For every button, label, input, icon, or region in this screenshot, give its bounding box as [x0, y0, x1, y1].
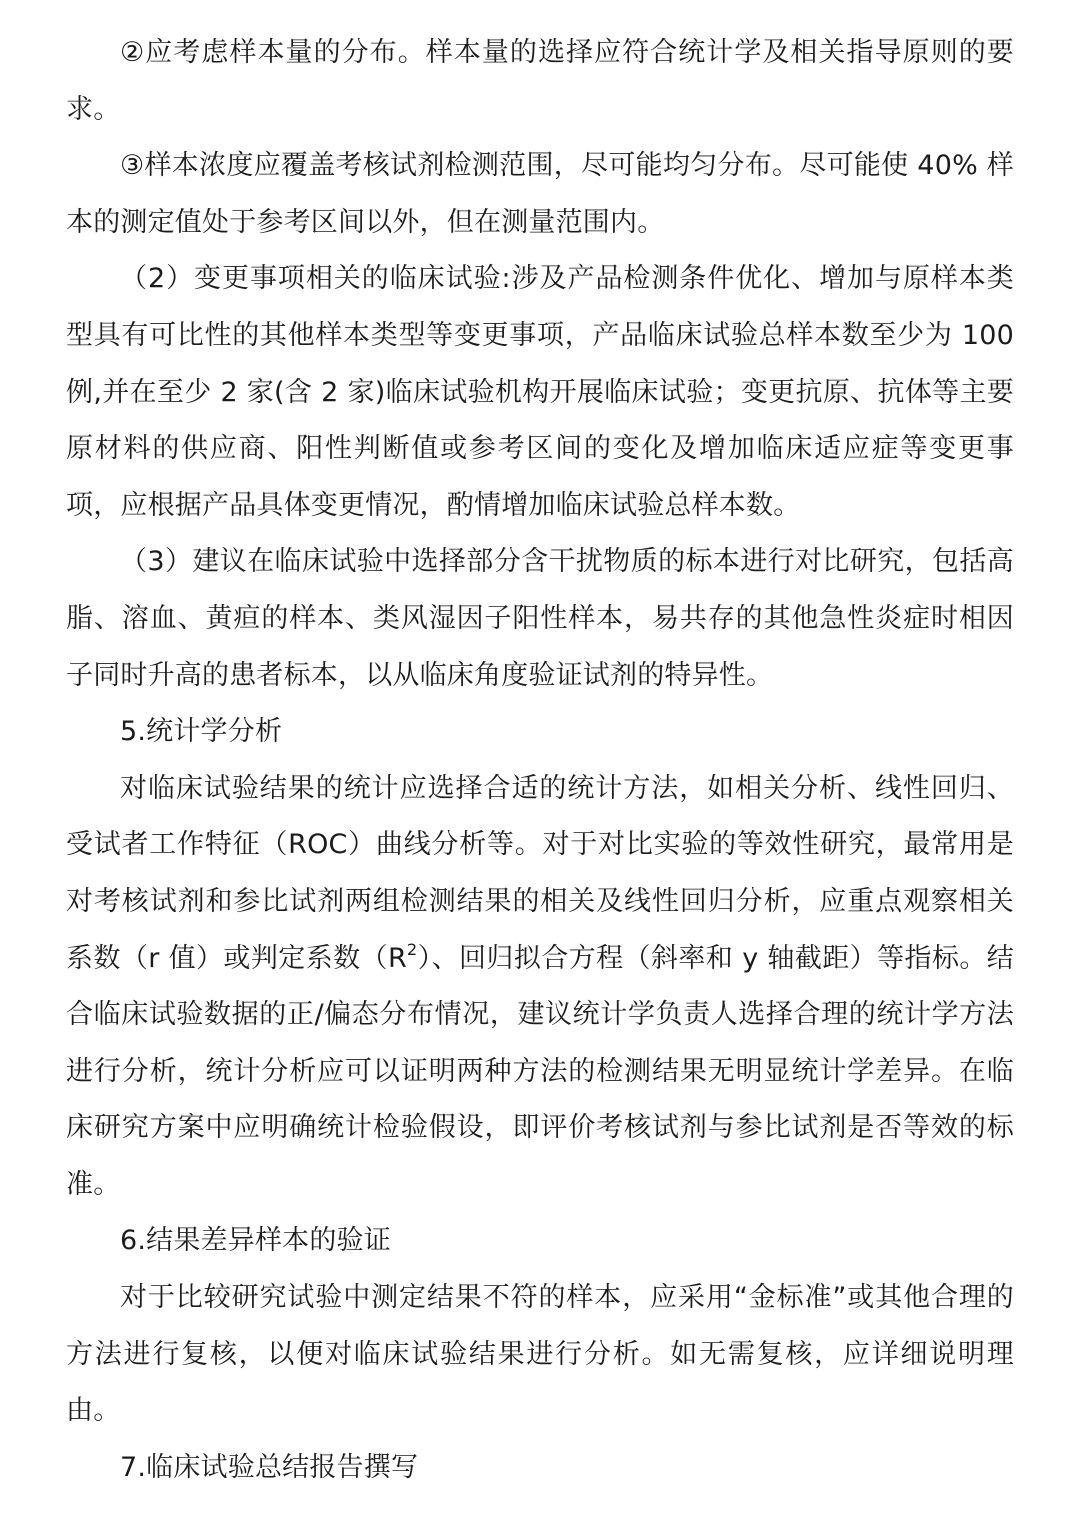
- heading-statistical-analysis: 5.统计学分析: [120, 716, 283, 748]
- paragraph-sample-size: ②应考虑样本量的分布。样本量的选择应符合统计学及相关指导原则的要求。: [66, 37, 1014, 125]
- paragraph-sample-concentration: ③样本浓度应覆盖考核试剂检测范围，尽可能均匀分布。尽可能使 40% 样本的测定值处于参考区间以外，但在测量范围内。: [66, 150, 1014, 238]
- heading-discrepant-samples: 6.结果差异样本的验证: [120, 1225, 391, 1257]
- paragraph-discrepant-verification: 对于比较研究试验中测定结果不符的样本，应采用“金标准”或其他合理的方法进行复核，以便对临床试验结果进行分析。如无需复核，应详细说明理由。: [66, 1282, 1014, 1427]
- heading-summary-report: 7.临床试验总结报告撰写: [120, 1451, 419, 1483]
- paragraph-interference-study: （3）建议在临床试验中选择部分含干扰物质的标本进行对比研究，包括高脂、溶血、黄疸的样本、类风湿因子阳性样本，易共存的其他急性炎症时相因子同时升高的患者标本，以从临床角度验证试剂的特异性。: [66, 546, 1014, 691]
- document-page: [66, 25, 1014, 1496]
- paragraph-change-trials: （2）变更事项相关的临床试验:涉及产品检测条件优化、增加与原样本类型具有可比性的其他样本类型等变更事项，产品临床试验总样本数至少为 100 例,并在至少 2 家(含 2 家)临床试验机构开展临床试验；变更抗原、抗体等主要原材料的供应商、阳性判断值或参考区间的变化及增加临床适应症等变更事项，应根据产品具体变更情况，酌情增加临床试验总样本数。: [66, 263, 1014, 521]
- statistics-text-part-2: ）、回归拟合方程（斜率和 y 轴截距）等指标。结合临床试验数据的正/偏态分布情况，建议统计学负责人选择合理的统计学方法进行分析，统计分析应可以证明两种方法的检测结果无明显统计学差异。在临床研究方案中应明确统计检验假设，即评价考核试剂与参比试剂是否等效的标准。: [66, 942, 1014, 1200]
- statistics-text-part-1: 对临床试验结果的统计应选择合适的统计方法，如相关分析、线性回归、受试者工作特征（ROC）曲线分析等。对于对比实验的等效性研究，最常用是对考核试剂和参比试剂两组检测结果的相关及线性回归分析，应重点观察相关系数（r 值）或判定系数（R: [66, 772, 1014, 974]
- r-squared-superscript: 2: [406, 939, 418, 959]
- paragraph-statistical-methods: [66, 761, 1014, 1214]
